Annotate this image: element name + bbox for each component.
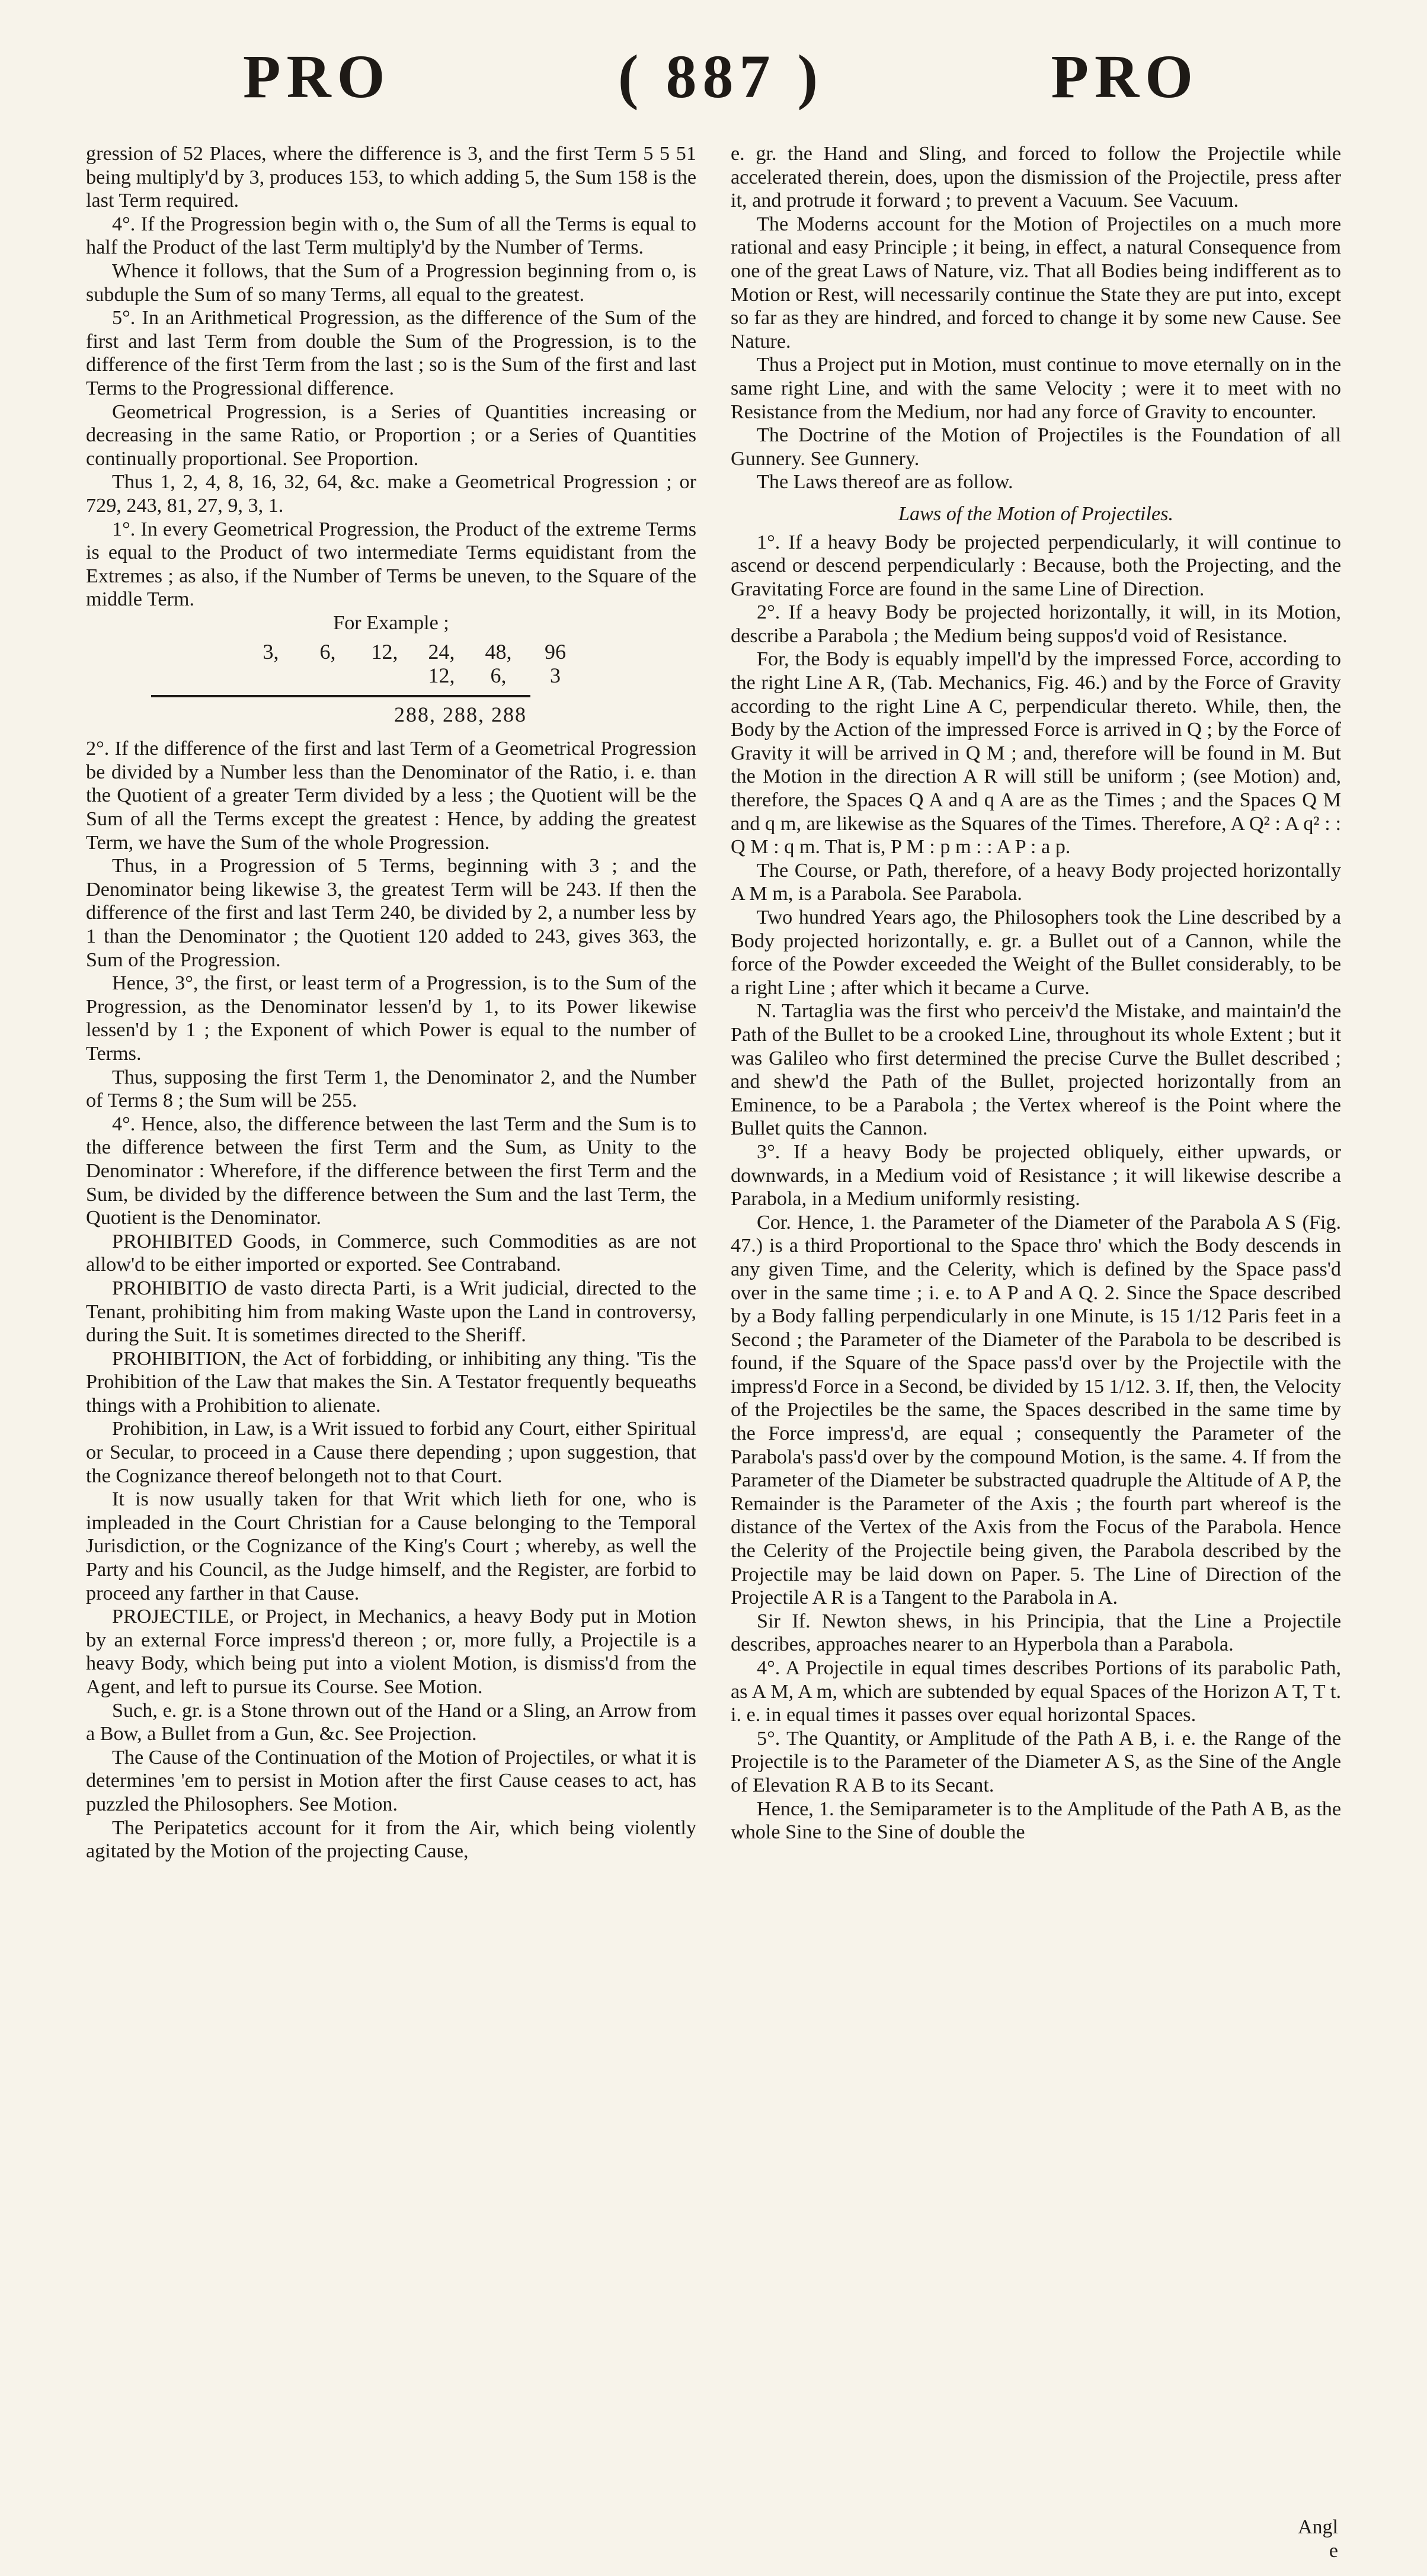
section-title: Laws of the Motion of Projectiles. <box>898 502 1174 525</box>
example-cell: 6, <box>490 664 507 688</box>
paragraph: Hence, 1. the Semiparameter is to the Amplitude of the Path A B, as the whole Sine to the Sine of double the <box>731 1798 1341 1844</box>
example-sum: 288, 288, 288 <box>394 702 527 726</box>
catchword: Angl <box>1298 2516 1338 2538</box>
paragraph: Thus a Project put in Motion, must continue to move eternally on in the same right Line, and with the same Velocity ; were it to meet with no Resistance from the Medium, nor had any force of Gravity to encounter. <box>731 354 1341 423</box>
paragraph: e. gr. the Hand and Sling, and forced to follow the Projectile while accelerated therein, does, upon the dismission of the Projectile, press after it, and protrude it forward ; to prevent a Vacuum. See Vacuum. <box>731 143 1341 212</box>
paragraph: Geometrical Progression, is a Series of Quantities increasing or decreasing in the same Ratio, or Proportion ; or a Series of Quantities continually proportional. See Proportion. <box>86 401 696 470</box>
example-cell: 96 <box>545 640 566 664</box>
paragraph: The Moderns account for the Motion of Projectiles on a much more rational and easy Principle ; it being, in effect, a natural Consequence from one of the great Laws of Nature, viz. That all Bodies being indifferent as to Motion or Rest, will necessarily continue the State they are put into, except so far as they are hindred, and forced to change it by some new Cause. See Nature. <box>731 213 1341 353</box>
page-number: ( 887 ) <box>617 43 824 111</box>
paragraph: Sir If. Newton shews, in his Principia, that the Line a Projectile describes, approaches nearer to an Hyperbola than a Parabola. <box>731 1610 1341 1656</box>
paragraph: 2°. If a heavy Body be projected horizontally, it will, in its Motion, describe a Parabola ; the Medium being suppos'd void of Resistance. <box>731 601 1341 647</box>
paragraph: Two hundred Years ago, the Philosophers took the Line described by a Body projected horizontally, e. gr. a Bullet out of a Cannon, while the force of the Powder exceeded the Weight of the Bullet considerably, to be a right Line ; after which it became a Curve. <box>731 906 1341 999</box>
example-cell: 48, <box>485 640 512 664</box>
example-cell: 6, <box>319 640 336 664</box>
header-right: PRO <box>1051 43 1199 111</box>
example-cell: 3, <box>263 640 279 664</box>
paragraph: N. Tartaglia was the first who perceiv'd the Mistake, and maintain'd the Path of the Bullet to be a crooked Line, throughout its whole Extent ; but it was Galileo who first determined the precise Curve the Bullet described ; and shew'd the Path of the Bullet, projected horizontally from an Eminence, to be a Parabola ; the Vertex whereof is the Point where the Bullet quits the Cannon. <box>731 1000 1341 1140</box>
example-row-2 <box>86 664 696 688</box>
paragraph: 1°. If a heavy Body be projected perpendicularly, it will continue to ascend or descend perpendicularly : Because, both the Projecting, and the Gravitating Force are found in the same Line of Direction. <box>731 531 1341 600</box>
paragraph: 2°. If the difference of the first and last Term of a Geometrical Progression be divided by a Number less than the Denominator of the Ratio, i. e. than the Quotient of a greater Term divided by a less ; the Quotient will be the Sum of all the Terms except the greatest : Hence, by adding the greatest Term, we have the Sum of the whole Progression. <box>86 738 696 854</box>
paragraph: 4°. If the Progression begin with o, the Sum of all the Terms is equal to half the Product of the last Term multiply'd by the Number of Terms. <box>86 213 696 259</box>
paragraph: Thus 1, 2, 4, 8, 16, 32, 64, &c. make a Geometrical Progression ; or 729, 243, 81, 27, 9, 3, 1. <box>86 471 696 517</box>
paragraph: Such, e. gr. is a Stone thrown out of the Hand or a Sling, an Arrow from a Bow, a Bullet from a Gun, &c. See Projection. <box>86 1699 696 1745</box>
paragraph: The Doctrine of the Motion of Projectiles is the Foundation of all Gunnery. See Gunnery. <box>731 424 1341 470</box>
example-title: For Example ; <box>333 611 449 634</box>
paragraph: 5°. In an Arithmetical Progression, as the difference of the Sum of the first and last Term from double the Sum of the Progression, is to the difference of the first Term from the last ; so is the Sum of the first and last Terms to the Progressional difference. <box>86 307 696 399</box>
paragraph: 3°. If a heavy Body be projected obliquely, either upwards, or downwards, in a Medium void of Resistance ; it will likewise describe a Parabola, in a Medium uniformly resisting. <box>731 1140 1341 1210</box>
example-table <box>86 640 696 726</box>
paragraph: For, the Body is equably impell'd by the impressed Force, according to the right Line A R, (Tab. Mechanics, Fig. 46.) and by the Force of Gravity according to the right Line A C, perpendicular thereto. While, then, the Body by the Action of the impressed Force is arrived in Q ; by the Force of Gravity it will be arrived in Q M ; and, therefore will be found in M. But the Motion in the direction A R will still be uniform ; (see Motion) and, therefore, the Spaces Q A and q A are as the Times ; and the Spaces Q M and q m, are likewise as the Squares of the Times. Therefore, A Q² : A q² : : Q M : q m. That is, P M : p m : : A P : a p. <box>731 648 1341 858</box>
paragraph: Prohibition, in Law, is a Writ issued to forbid any Court, either Spiritual or Secular, to proceed in a Cause there depending ; upon suggestion, that the Cognizance thereof belongeth not to that Court. <box>86 1418 696 1487</box>
running-header <box>86 41 1341 124</box>
entry-prohibited-goods: PROHIBITED Goods, in Commerce, such Commodities as are not allow'd to be either imported or exported. See Contraband. <box>86 1230 696 1276</box>
header-left: PRO <box>243 43 391 111</box>
paragraph: The Peripatetics account for it from the Air, which being violently agitated by the Motion of the projecting Cause, <box>86 1816 696 1863</box>
paragraph: The Laws thereof are as follow. <box>757 471 1013 494</box>
example-cell: 12, <box>428 664 455 688</box>
entry-prohibitio: PROHIBITIO de vasto directa Parti, is a Writ judicial, directed to the Tenant, prohibiting him from making Waste upon the Land in controversy, during the Suit. It is sometimes directed to the Sheriff. <box>86 1277 696 1347</box>
entry-prohibition: PROHIBITION, the Act of forbidding, or inhibiting any thing. 'Tis the Prohibition of the Law that makes the Sin. A Testator frequently bequeaths things with a Prohibition to alienate. <box>86 1347 696 1417</box>
paragraph: 1°. In every Geometrical Progression, the Product of the extreme Terms is equal to the Product of two intermediate Terms equidistant from the Extremes ; as also, if the Number of Terms be uneven, to the Square of the middle Term. <box>86 518 696 611</box>
signature-mark: e <box>1329 2540 1338 2562</box>
paragraph: gression of 52 Places, where the difference is 3, and the first Term 5 5 51 being multiply'd by 3, produces 153, to which adding 5, the Sum 158 is the last Term required. <box>86 143 696 212</box>
paragraph: The Cause of the Continuation of the Motion of Projectiles, or what it is determines 'em to persist in Motion after the first Cause ceases to act, has puzzled the Philosophers. See Motion. <box>86 1746 696 1815</box>
paragraph: The Course, or Path, therefore, of a heavy Body projected horizontally A M m, is a Parabola. See Parabola. <box>731 859 1341 905</box>
paragraph: Thus, supposing the first Term 1, the Denominator 2, and the Number of Terms 8 ; the Sum will be 255. <box>86 1066 696 1112</box>
paragraph: 5°. The Quantity, or Amplitude of the Path A B, i. e. the Range of the Projectile is to the Parameter of the Diameter A S, as the Sine of the Angle of Elevation R A B to its Secant. <box>731 1727 1341 1796</box>
paragraph: Thus, in a Progression of 5 Terms, beginning with 3 ; and the Denominator being likewise 3, the greatest Term will be 243. If then the difference of the first and last Term 240, be divided by 2, a number less by 1 than the Denominator ; the Quotient 120 added to 243, gives 363, the Sum of the Progression. <box>86 855 696 971</box>
sum-rule <box>151 695 530 697</box>
example-row-1 <box>86 640 696 664</box>
example-cell: 24, <box>428 640 455 664</box>
two-column-body <box>86 142 1341 1863</box>
paragraph: It is now usually taken for that Writ which lieth for one, who is impleaded in the Court Christian for a Cause belonging to the Temporal Jurisdiction, or the Cognizance of the King's Court ; whereby, as well the Party and his Council, as the Judge himself, and the Register, are forbid to proceed any farther in that Cause. <box>86 1488 696 1604</box>
paragraph: Hence, 3°, the first, or least term of a Progression, is to the Sum of the Progression, as the Denominator lessen'd by 1, to its Power likewise lessen'd by 1 ; the Exponent of which Power is equal to the number of Terms. <box>86 972 696 1065</box>
paragraph: Whence it follows, that the Sum of a Progression beginning from o, is subduple the Sum of so many Terms, all equal to the greatest. <box>86 259 696 306</box>
right-column <box>731 142 1341 1863</box>
left-column <box>86 142 696 1863</box>
entry-projectile: PROJECTILE, or Project, in Mechanics, a heavy Body put in Motion by an external Force impress'd thereon ; or, more fully, a Projectile is a heavy Body, which being put into a violent Motion, is dismiss'd from the Agent, and left to pursue its Course. See Motion. <box>86 1606 696 1698</box>
paragraph: Cor. Hence, 1. the Parameter of the Diameter of the Parabola A S (Fig. 47.) is a third Proportional to the Space thro' which the Body descends in any given Time, and the Celerity, which is defined by the Space pass'd over in the same time ; i. e. to A P and A Q. 2. Since the Space described by a Body falling perpendicularly in one Minute, is 15 1/12 Paris feet in a Second ; the Parameter of the Diameter of the Parabola to be described is found, if the Square of the Space pass'd over by the Projectile with the impress'd Force in a Second, be divided by 15 1/12. 3. If, then, the Velocity of the Projectiles be the same, the Spaces described in the same time by the Force impress'd, are equal ; consequently the Parameter of the Parabola's pass'd over by the compound Motion, is the same. 4. If from the Parameter of the Diameter be substracted quadruple the Altitude of A P, the Remainder is the Parameter of the Axis ; the fourth part whereof is the distance of the Vertex of the Axis from the Focus of the Parabola. Hence the Celerity of the Projectile being given, the Parabola described by the Projectile may be laid down on Paper. 5. The Line of Direction of the Projectile A R is a Tangent to the Parabola in A. <box>731 1211 1342 1609</box>
paragraph: 4°. A Projectile in equal times describes Portions of its parabolic Path, as A M, A m, which are subtended by equal Spaces of the Horizon A T, T t. i. e. in equal times it passes over equal horizontal Spaces. <box>731 1657 1341 1726</box>
paragraph: 4°. Hence, also, the difference between the last Term and the Sum is to the difference between the first Term and the Sum, as Unity to the Denominator : Wherefore, if the difference between the first Term and the Sum, be divided by the difference between the Sum and the last Term, the Quotient is the Denominator. <box>86 1113 696 1229</box>
example-cell: 12, <box>371 640 398 664</box>
catchword-block <box>1298 2516 1338 2563</box>
example-cell: 3 <box>550 664 561 688</box>
